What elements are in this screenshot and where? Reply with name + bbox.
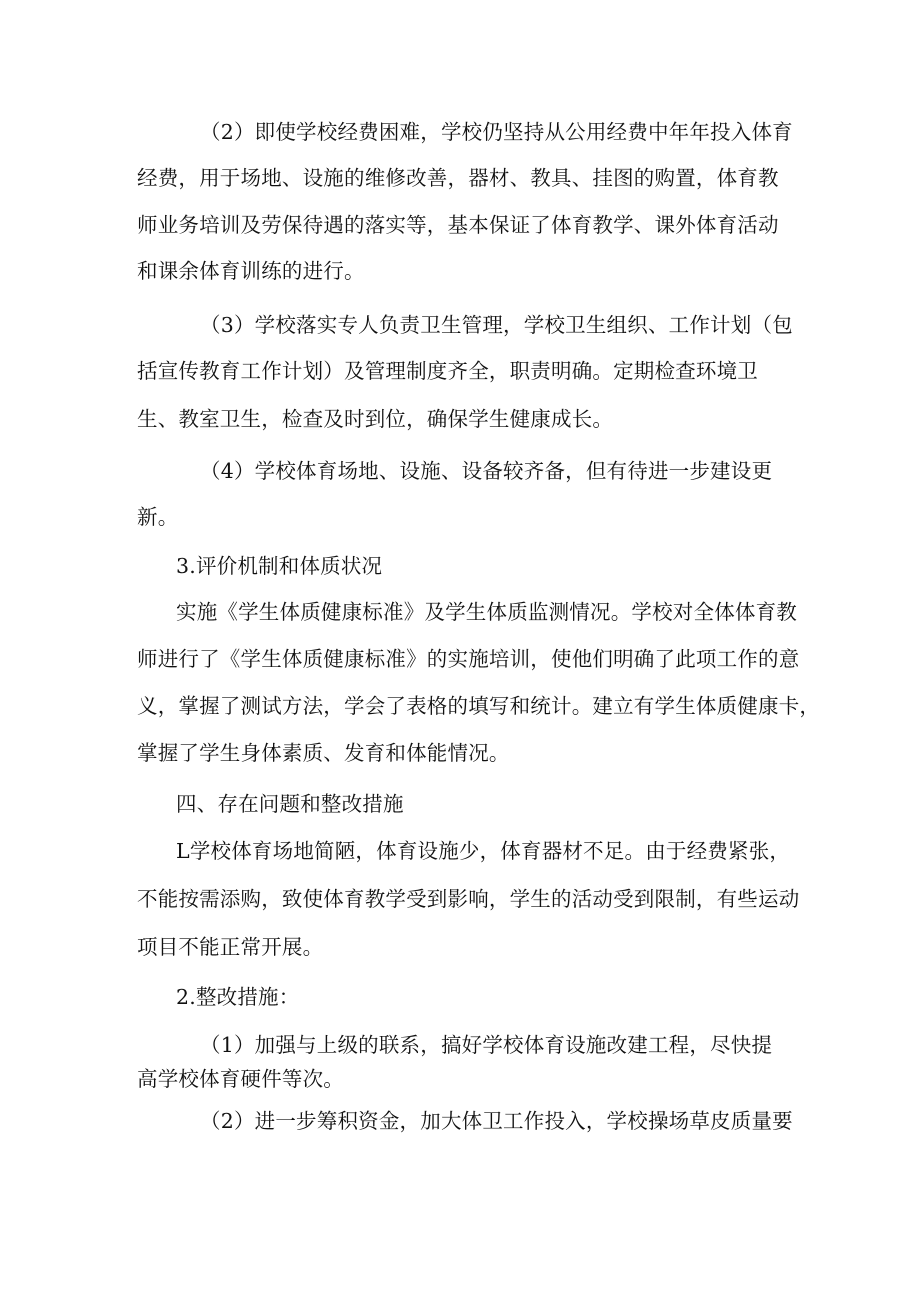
text-line: 掌握了学生身体素质、发育和体能情况。 (137, 741, 510, 765)
text-line: 不能按需添购，致使体育教学受到影响，学生的活动受到限制，有些运动 (137, 887, 800, 911)
text-line: 项目不能正常开展。 (137, 935, 324, 959)
text-line: 经费，用于场地、设施的维修改善，器材、教具、挂图的购置，体育教 (137, 166, 779, 190)
section-heading: 四、存在问题和整改措施 (176, 792, 404, 816)
text-line: （2）进一步筹积资金，加大体卫工作投入，学校操场草皮质量要 (200, 1109, 793, 1133)
text-line: 高学校体育硬件等次。 (137, 1067, 344, 1091)
text-line: （1）加强与上级的联系，搞好学校体育设施改建工程，尽快提 (200, 1033, 773, 1057)
text-line: 和课余体育训练的进行。 (137, 259, 365, 283)
text-line: （4）学校体育场地、设施、设备较齐备，但有待进一步建设更 (200, 459, 773, 483)
text-line: 义，掌握了测试方法，学会了表格的填写和统计。建立有学生体质健康卡， (137, 694, 821, 718)
text-line: 师业务培训及劳保待遇的落实等，基本保证了体育教学、课外体育活动 (137, 213, 779, 237)
text-line: 生、教室卫生，检查及时到位，确保学生健康成长。 (137, 407, 614, 431)
section-heading: 3.评价机制和体质状况 (176, 554, 383, 578)
text-line: 括宣传教育工作计划）及管理制度齐全，职责明确。定期检查环境卫 (137, 359, 758, 383)
text-line: （3）学校落实专人负责卫生管理，学校卫生组织、工作计划（包 (200, 313, 793, 337)
section-heading: 2.整改措施： (176, 985, 300, 1009)
text-line: 师进行了《学生体质健康标准》的实施培训，使他们明确了此项工作的意 (137, 647, 800, 671)
text-line: 实施《学生体质健康标准》及学生体质监测情况。学校对全体体育教 (176, 600, 797, 624)
text-line: （2）即使学校经费困难，学校仍坚持从公用经费中年年投入体育 (200, 120, 793, 144)
text-line: L学校体育场地简陋，体育设施少，体育器材不足。由于经费紧张， (176, 839, 791, 863)
text-line: 新。 (137, 505, 179, 529)
